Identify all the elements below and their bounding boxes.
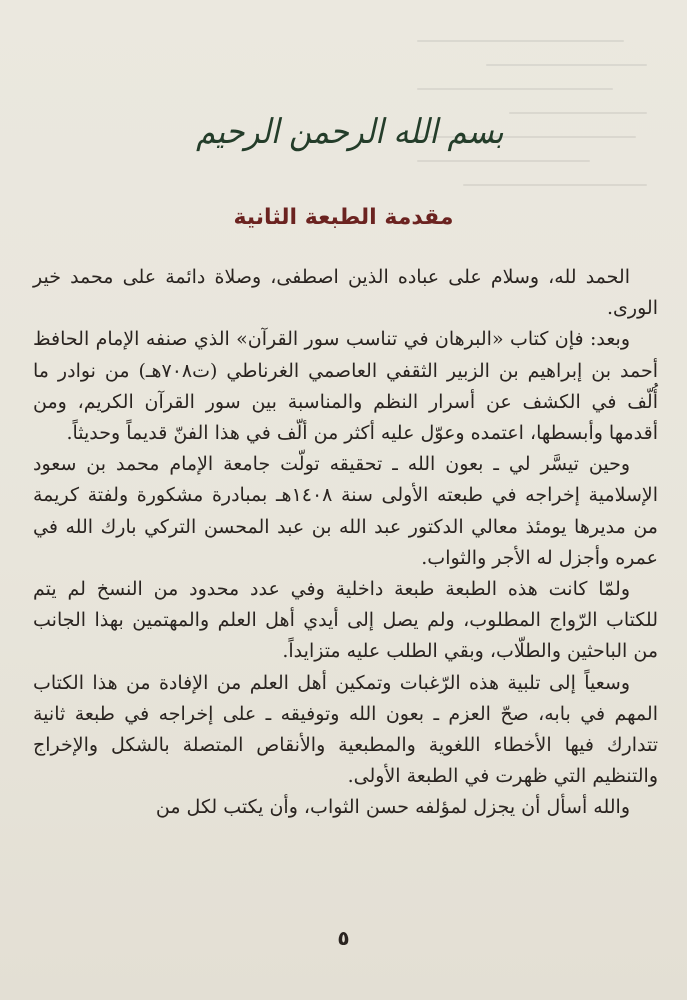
paragraph: وبعد: فإن كتاب «البرهان في تناسب سور القرآن» الذي صنفه الإمام الحافظ أحمد بن إبراهيم بن الزبير الثقفي العاصمي الغرناطي (ت٧٠٨هـ) من نوادر ما أُلّف في الكشف عن أسرار النظم والمناسبة بين سور القرآن الكريم، ومن أقدمها وأبسطها، اعتمده وعوّل عليه أكثر من ألّف في هذا الفنّ قديماً وحديثاً.: [33, 328, 658, 445]
body-text: [33, 262, 658, 824]
paragraph: الحمد لله، وسلام على عباده الذين اصطفى، وصلاة دائمة على محمد خير الورى.: [33, 266, 658, 320]
paragraph: وحين تيسَّر لي ـ بعون الله ـ تحقيقه تولّت جامعة الإمام محمد بن سعود الإسلامية إخراجه في طبعته الأولى سنة ١٤٠٨هـ بمبادرة مشكورة ولفتة كريمة من مديرها يومئذ معالي الدكتور عبد الله بن عبد المحسن التركي بارك الله في عمره وأجزل له الأجر والثواب.: [33, 453, 658, 569]
basmala-text: بسم الله الرحمن الرحيم: [196, 112, 504, 152]
basmala-calligraphy: [196, 92, 504, 172]
paragraph: والله أسأل أن يجزل لمؤلفه حسن الثواب، وأن يكتب لكل من: [155, 796, 630, 819]
paragraph: ولمّا كانت هذه الطبعة طبعة داخلية وفي عدد محدود من النسخ لم يتم للكتاب الرّواج المطلوب، ولم يصل إلى أيدي أهل العلم والمهتمين بهذا الجانب من الباحثين والطلّاب، وبقي الطلب عليه متزايداً.: [33, 578, 658, 663]
page-number: ٥: [337, 926, 350, 950]
page-title: مقدمة الطبعة الثانية: [233, 205, 454, 230]
paragraph: وسعياً إلى تلبية هذه الرّغبات وتمكين أهل العلم من الإفادة من هذا الكتاب المهم في بابه، صحّ العزم ـ بعون الله وتوفيقه ـ على إخراجه في طبعة ثانية تتدارك فيها الأخطاء اللغوية والمطبعية والأنقاص المتصلة بالشكل والإخراج والتنظيم التي ظهرت في الطبعة الأولى.: [33, 671, 658, 788]
